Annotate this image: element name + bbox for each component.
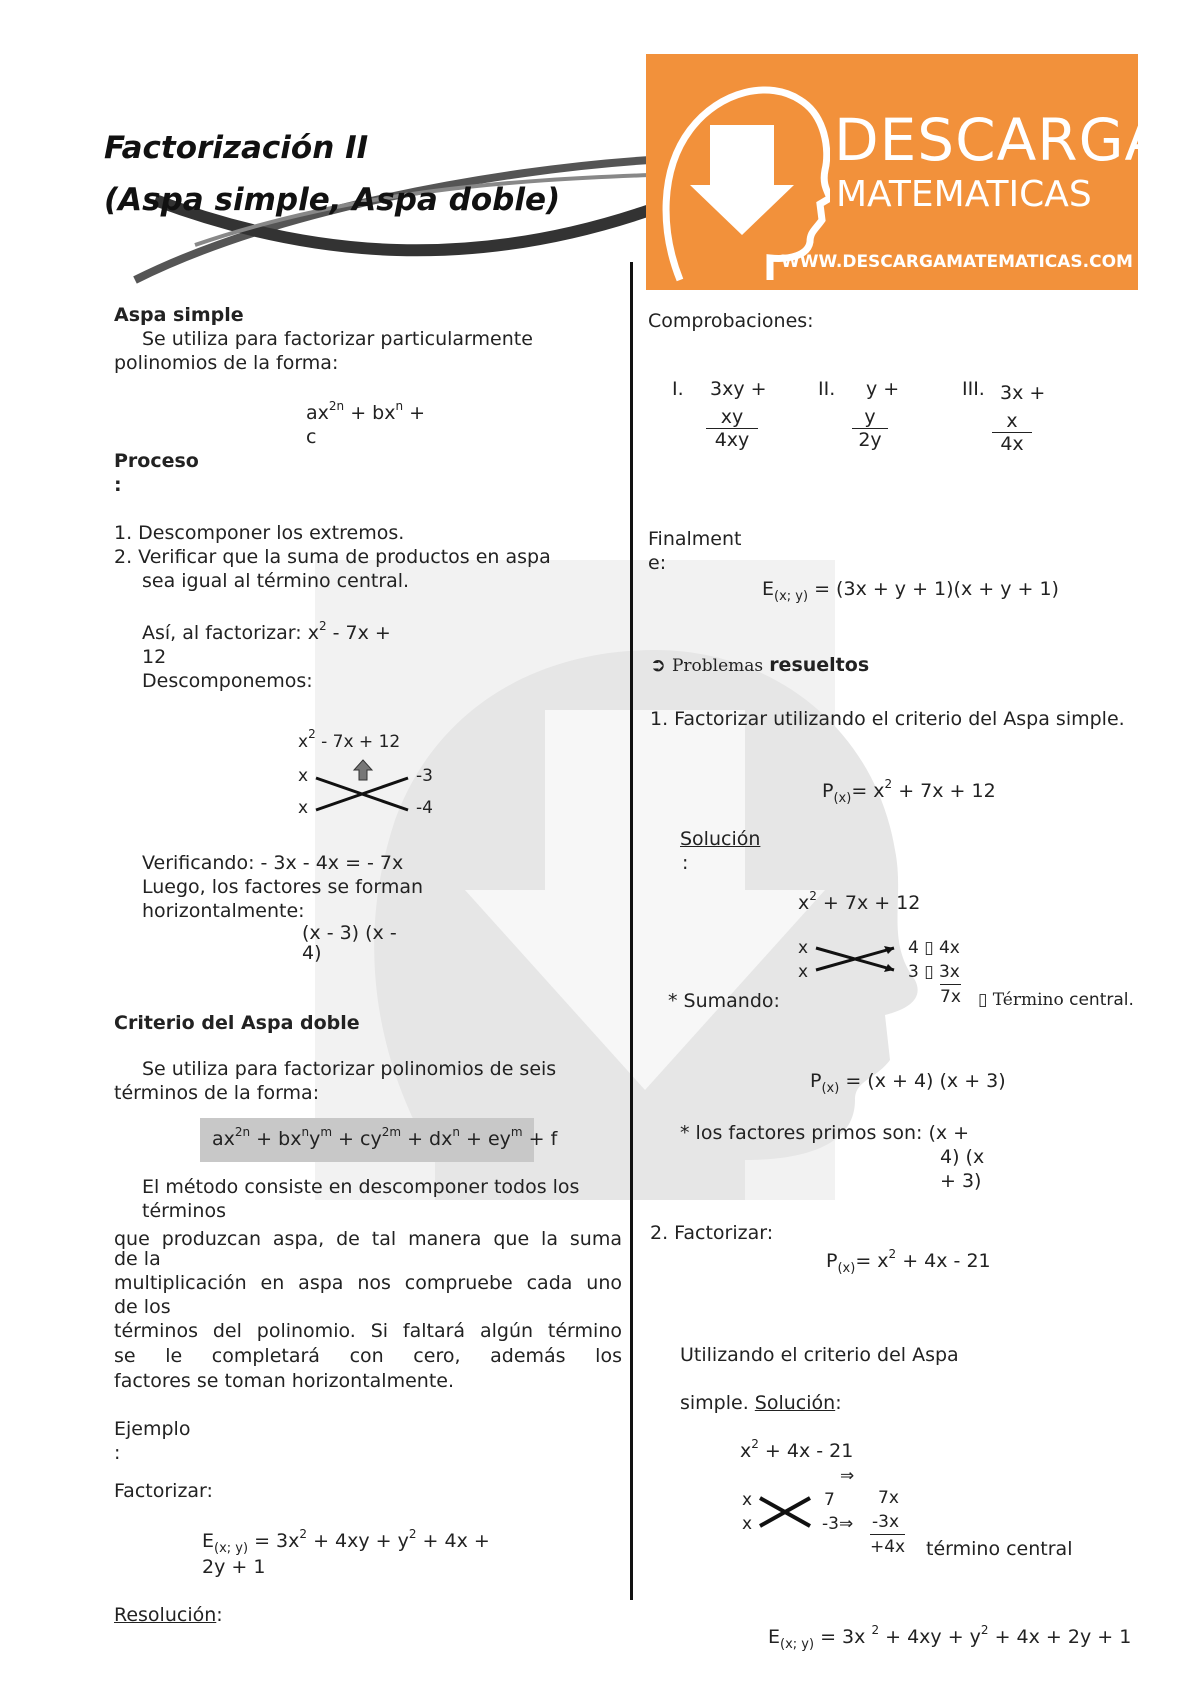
solucion-1-sum: 7x [940,984,961,1007]
paragraph-line-2: multiplicación en aspa nos compruebe cada uno [114,1272,622,1294]
step-1: 1. Descomponer los extremos. [114,522,405,544]
example1-r1: -3 [416,766,433,786]
metodo: El método consiste en descomponer todos los [142,1176,580,1198]
check-3-fraction [992,410,1032,455]
solucion-1-label: Solución [680,828,761,850]
check-1-sum: 4xy [706,428,758,451]
column-divider [630,262,633,1600]
factores-result-2: 4) [302,942,322,964]
check-3-mid: x [1006,410,1018,432]
luego: Luego, los factores se forman [142,876,424,898]
check-1-top: 3xy + [710,378,767,400]
check-2-mid: y [864,406,876,428]
step-2: 2. Verificar que la suma de productos en aspa [114,546,551,568]
aspa-cross-2 [812,944,898,974]
solucion-1-r2: 3 ▯ 3x [908,962,960,982]
example1-x1: x [298,766,309,786]
example1-x2: x [298,798,309,818]
aspa-simple-intro-2: polinomios de la forma: [114,352,339,374]
solucion-2-polynomial: $x^2 + 4x - 21$ [740,1437,854,1462]
descarga-matematicas-logo[interactable] [646,54,1166,290]
paragraph-line-1: que produzcan aspa, de tal manera que la suma [114,1228,622,1250]
factores-primos-2: 4) (x [940,1146,985,1168]
solucion-1-x2: x [798,962,809,982]
solucion-2-x1: x [742,1490,753,1510]
solucion-2-sum: +4x [870,1534,905,1557]
example-expression: $E_{(x; y)} = 3x^2 + 4xy + y^2 + 4x$ + [202,1527,490,1556]
check-1-fraction [706,406,758,451]
example1-polynomial: $x^2 - 7x + 12$ [298,727,401,752]
problem-1-result: $P_{(x)} = (x + 4) (x + 3)$ [810,1070,1006,1096]
factores-primos: * los factores primos son: (x + [680,1122,970,1144]
check-2-top: y + [866,378,900,400]
ejemplo-colon: : [114,1442,121,1464]
check-1-label: I. [672,378,684,400]
verificando: Verificando: - 3x - 4x = - 7x [142,852,404,874]
check-3-top: 3x + [1000,382,1046,404]
solucion-2-r2: -3⇒ [822,1514,854,1534]
solucion-2-x2: x [742,1514,753,1534]
example-expression-2: 2y + 1 [202,1556,266,1578]
general-form-c: c [306,426,317,448]
problem-2-polynomial: $P_{(x)}= x^2 + 4x - 21$ [826,1247,991,1276]
solucion-2-arrow: ⇒ [840,1466,855,1486]
check-3-label: III. [962,378,985,400]
paragraph-line-2b: de los [114,1296,171,1318]
utilizando: Utilizando el criterio del Aspa [680,1344,959,1366]
paragraph-line-1b: de la [114,1248,161,1270]
finalmente: Finalment [648,528,742,550]
aspa-cross-1 [312,774,412,814]
paragraph-line-5: factores se toman horizontalmente. [114,1370,454,1392]
paragraph-line-4: se le completará con cero, además los [114,1345,622,1367]
general-form: $ax^{2n} + bx^n$ + [306,399,426,424]
factorizar-label: Factorizar: [114,1480,213,1502]
factores-result: (x - 3) (x - [302,922,397,944]
aspa-doble-heading: Criterio del Aspa doble [114,1012,360,1034]
utilizando-2: simple. Solución: [680,1392,842,1414]
aspa-cross-3 [756,1494,814,1530]
logo-text-descarga: DESCARGA [834,106,1166,174]
step-2-cont: sea igual al término central. [142,570,410,592]
aspa-doble-intro-2: términos de la forma: [114,1082,320,1104]
example1-r2: -4 [416,798,433,818]
comprobaciones-heading: Comprobaciones: [648,310,814,332]
check-2-fraction [852,406,888,451]
solucion-1-x1: x [798,938,809,958]
proceso-heading: Proceso [114,450,199,472]
problem-1-polynomial: $P_{(x)}= x^2 + 7x + 12$ [822,777,996,806]
check-2-sum: 2y [852,428,888,451]
metodo-2: términos [142,1200,226,1222]
check-3-sum: 4x [992,432,1032,455]
descomponemos: Descomponemos: [142,670,313,692]
problemas-resueltos-heading: ➲ Problemas resueltos [650,654,870,676]
aspa-simple-intro: Se utiliza para factorizar particularmente [142,328,533,350]
logo-url-link[interactable]: WWW.DESCARGAMATEMATICAS.COM [781,252,1133,272]
ejemplo-label: Ejemplo [114,1418,191,1440]
solucion-2-r1: 7 [824,1490,835,1510]
termino-central-1: ▯ Término central. [978,990,1134,1010]
aspa-simple-heading: Aspa simple [114,304,244,326]
arrow-icon: ➲ [650,654,666,676]
bottom-expression: $E_{(x; y)} = 3x$ $^2 + 4xy + y^2 + 4x + 2y + 1$ [768,1623,1132,1652]
luego-2: horizontalmente: [142,900,305,922]
check-2-label: II. [818,378,836,400]
finalmente-2: e: [648,552,667,574]
check-1-mid: xy [720,406,744,428]
proceso-colon: : [114,474,122,496]
solucion-2-c1: 7x [878,1488,899,1508]
aspa-doble-intro: Se utiliza para factorizar polinomios de seis [142,1058,557,1080]
decorative-swoosh [95,150,655,290]
doble-form: $ax^{2n} + bx^ny^m + cy^{2m} + dx^n + ey^m + f$ [212,1125,558,1150]
problem-2: 2. Factorizar: [650,1222,774,1244]
final-expression: $E_{(x; y)} = (3x + y + 1)(x + y + 1)$ [762,578,1059,604]
solucion-1-colon: : [682,852,689,874]
resolucion-label: Resolución: [114,1604,223,1626]
problem-1: 1. Factorizar utilizando el criterio del Aspa simple. [650,708,1125,730]
paragraph-line-3: términos del polinomio. Si faltará algún término [114,1320,622,1342]
sumando: * Sumando: [668,990,780,1012]
solucion-2-c2: -3x [872,1512,900,1532]
page-subtitle: (Aspa simple, Aspa doble) [104,182,561,218]
logo-text-matematicas: MATEMATICAS [836,174,1092,215]
solucion-1-r1: 4 ▯ 4x [908,938,960,958]
factores-primos-3: + 3) [940,1170,982,1192]
solucion-1-polynomial: $x^2 + 7x + 12$ [798,889,921,914]
page-title: Factorización II [104,130,369,166]
asi-factorizar-12: 12 [142,646,167,668]
termino-central-2: término central [926,1538,1073,1560]
asi-factorizar: Así, al factorizar: $x^2 - 7x$ + [142,619,391,644]
